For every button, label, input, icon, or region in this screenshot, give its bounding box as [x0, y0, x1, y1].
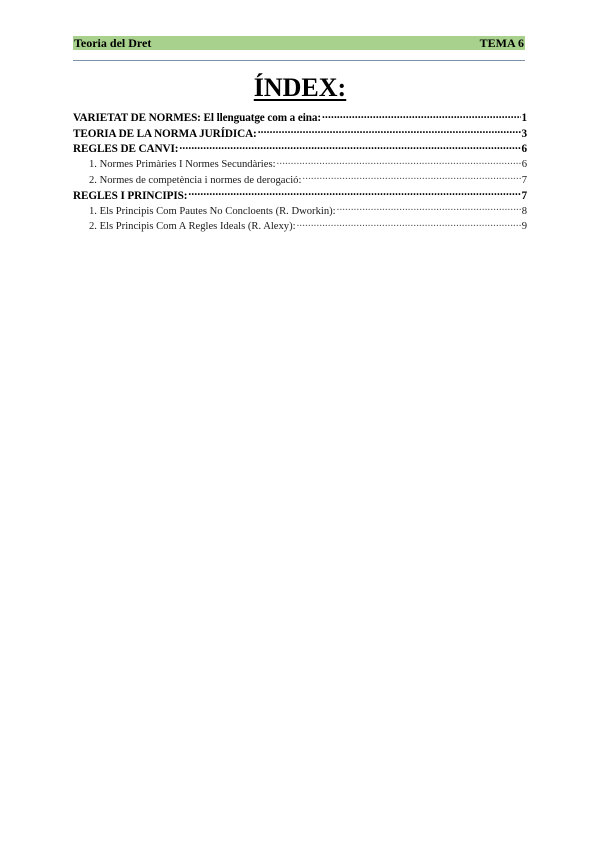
- header-topic: TEMA 6: [479, 36, 524, 50]
- toc-entry-page: 8: [521, 205, 527, 217]
- toc-entry[interactable]: [73, 126, 527, 142]
- toc-dot-leader: [297, 219, 521, 230]
- header-subject: Teoria del Dret: [74, 36, 152, 50]
- toc-entry-page: 9: [521, 221, 527, 233]
- toc-entry[interactable]: [73, 188, 527, 204]
- toc-entry-page: 1: [521, 112, 527, 125]
- header-divider: [73, 60, 525, 61]
- toc-subentry[interactable]: [73, 203, 527, 219]
- toc-entry[interactable]: [73, 110, 527, 126]
- toc-entry-page: 6: [521, 143, 527, 156]
- toc-entry-label: 2. Els Principis Com A Regles Ideals (R. Alexy):: [89, 221, 296, 233]
- toc-dot-leader: [337, 203, 521, 214]
- page-title: ÍNDEX:: [253, 73, 347, 102]
- toc-entry-label: REGLES DE CANVI:: [73, 143, 179, 156]
- toc-entry-label: TEORIA DE LA NORMA JURÍDICA:: [73, 127, 257, 140]
- toc-entry-label: 2. Normes de competència i normes de derogació:: [89, 174, 302, 186]
- table-of-contents: [73, 110, 527, 234]
- toc-dot-leader: [258, 126, 521, 137]
- toc-entry-label: 1. Els Principis Com Pautes No Concloents (R. Dworkin):: [89, 205, 336, 217]
- toc-entry-page: 3: [521, 127, 527, 140]
- toc-subentry[interactable]: [73, 172, 527, 188]
- toc-entry-label: 1. Normes Primàries I Normes Secundàries:: [89, 159, 276, 171]
- toc-dot-leader: [188, 188, 520, 199]
- toc-entry[interactable]: [73, 141, 527, 157]
- toc-subentry[interactable]: [73, 157, 527, 173]
- page-header: [73, 36, 525, 50]
- toc-dot-leader: [277, 157, 521, 168]
- toc-dot-leader: [322, 110, 521, 121]
- toc-entry-label: REGLES I PRINCIPIS:: [73, 189, 188, 202]
- toc-dot-leader: [179, 141, 520, 152]
- toc-entry-page: 7: [521, 174, 527, 186]
- toc-entry-page: 6: [521, 159, 527, 171]
- toc-entry-label: VARIETAT DE NORMES: El llenguatge com a eina:: [73, 112, 321, 125]
- toc-subentry[interactable]: [73, 219, 527, 235]
- toc-entry-page: 7: [521, 189, 527, 202]
- toc-dot-leader: [302, 172, 520, 183]
